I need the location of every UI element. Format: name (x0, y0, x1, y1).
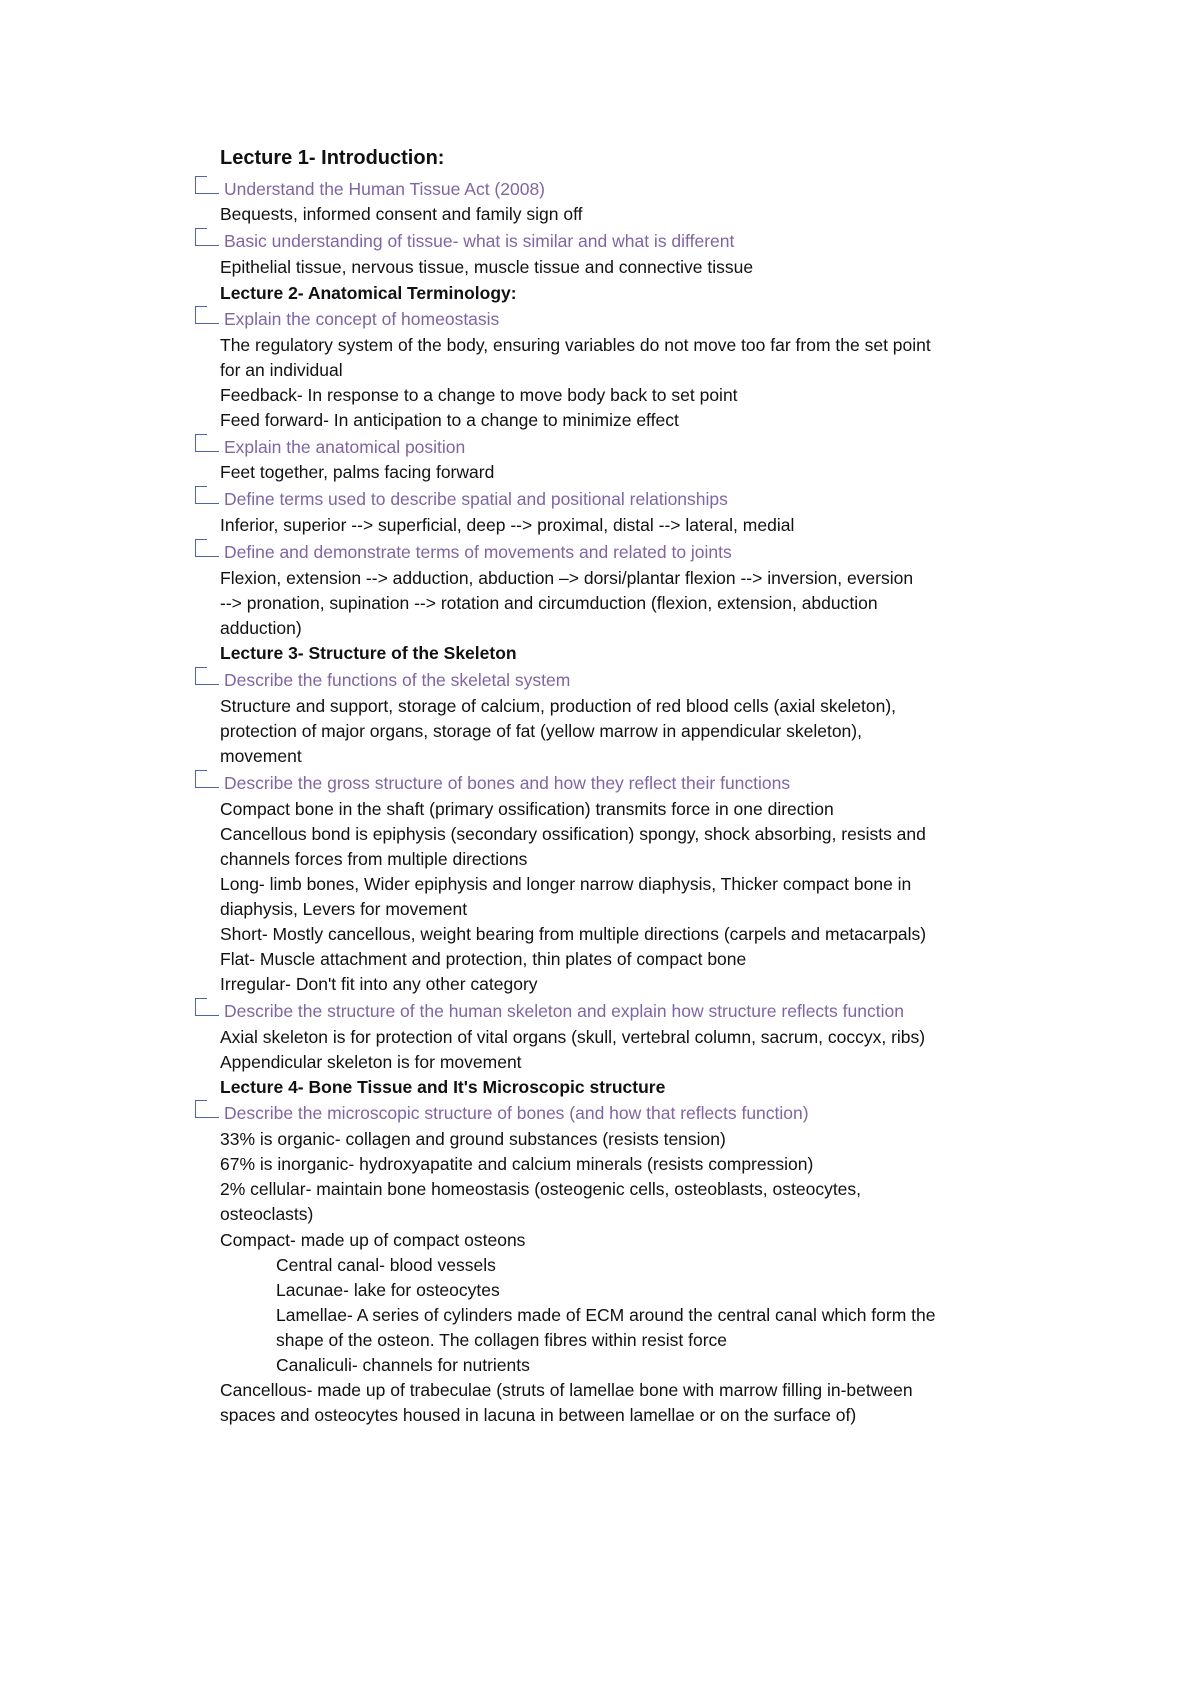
checkbox-icon[interactable] (195, 998, 219, 1016)
note-line: Inferior, superior --> superficial, deep --> proximal, distal --> lateral, medial (220, 515, 795, 535)
note-line: Compact bone in the shaft (primary ossification) transmits force in one direction (220, 799, 834, 819)
checkbox-icon[interactable] (195, 306, 219, 324)
note-line: spaces and osteocytes housed in lacuna in between lamellae or on the surface of) (220, 1405, 857, 1425)
learning-objective: Understand the Human Tissue Act (2008) (224, 179, 546, 199)
learning-objective: Define and demonstrate terms of movements and related to joints (224, 542, 732, 562)
checkbox-icon[interactable] (195, 486, 219, 504)
note-subline: Lacunae- lake for osteocytes (276, 1280, 500, 1300)
learning-objective: Describe the functions of the skeletal system (224, 670, 571, 690)
note-line: --> pronation, supination --> rotation and circumduction (flexion, extension, abduction (220, 593, 878, 613)
checkbox-icon[interactable] (195, 228, 219, 246)
note-line: Feet together, palms facing forward (220, 462, 495, 482)
checkbox-icon[interactable] (195, 539, 219, 557)
note-line: Cancellous bond is epiphysis (secondary ossification) spongy, shock absorbing, resists and (220, 824, 926, 844)
note-subline: shape of the osteon. The collagen fibres within resist force (276, 1330, 728, 1350)
note-line: Appendicular skeleton is for movement (220, 1052, 522, 1072)
note-line: movement (220, 746, 302, 766)
note-line: Cancellous- made up of trabeculae (struts of lamellae bone with marrow filling in-between (220, 1380, 913, 1400)
note-line: Short- Mostly cancellous, weight bearing from multiple directions (carpels and metacarpals) (220, 924, 927, 944)
note-line: Epithelial tissue, nervous tissue, muscle tissue and connective tissue (220, 257, 754, 277)
note-line: adduction) (220, 618, 302, 638)
note-line: 2% cellular- maintain bone homeostasis (osteogenic cells, osteoblasts, osteocytes, (220, 1179, 862, 1199)
note-line: for an individual (220, 360, 343, 380)
learning-objective: Explain the anatomical position (224, 437, 466, 457)
note-line: Structure and support, storage of calcium, production of red blood cells (axial skeleton), (220, 696, 897, 716)
note-subline: Canaliculi- channels for nutrients (276, 1355, 530, 1375)
note-line: Compact- made up of compact osteons (220, 1230, 526, 1250)
lecture-heading: Lecture 1- Introduction: (220, 147, 445, 169)
learning-objective: Define terms used to describe spatial and positional relationships (224, 489, 728, 509)
note-line: Feed forward- In anticipation to a change to minimize effect (220, 410, 679, 430)
note-line: Irregular- Don't fit into any other category (220, 974, 538, 994)
note-line: Flat- Muscle attachment and protection, thin plates of compact bone (220, 949, 747, 969)
note-subline: Lamellae- A series of cylinders made of ECM around the central canal which form the (276, 1305, 936, 1325)
checkbox-icon[interactable] (195, 770, 219, 788)
note-line: diaphysis, Levers for movement (220, 899, 468, 919)
note-line: Axial skeleton is for protection of vital organs (skull, vertebral column, sacrum, coccyx, ribs) (220, 1027, 926, 1047)
checkbox-icon[interactable] (195, 667, 219, 685)
note-line: Feedback- In response to a change to move body back to set point (220, 385, 738, 405)
note-line: The regulatory system of the body, ensuring variables do not move too far from the set point (220, 335, 931, 355)
learning-objective: Explain the concept of homeostasis (224, 309, 500, 329)
lecture-heading: Lecture 2- Anatomical Terminology: (220, 283, 517, 303)
learning-objective: Describe the gross structure of bones and how they reflect their functions (224, 773, 791, 793)
lecture-heading: Lecture 3- Structure of the Skeleton (220, 643, 517, 663)
checkbox-icon[interactable] (195, 434, 219, 452)
lecture-heading: Lecture 4- Bone Tissue and It's Microscopic structure (220, 1077, 666, 1097)
learning-objective: Describe the microscopic structure of bones (and how that reflects function) (224, 1103, 809, 1123)
note-subline: Central canal- blood vessels (276, 1255, 496, 1275)
learning-objective: Basic understanding of tissue- what is similar and what is different (224, 231, 735, 251)
note-line: Long- limb bones, Wider epiphysis and longer narrow diaphysis, Thicker compact bone in (220, 874, 912, 894)
note-line: 33% is organic- collagen and ground substances (resists tension) (220, 1129, 726, 1149)
note-line: osteoclasts) (220, 1204, 314, 1224)
learning-objective: Describe the structure of the human skeleton and explain how structure reflects function (224, 1001, 904, 1021)
checkbox-icon[interactable] (195, 176, 219, 194)
note-line: protection of major organs, storage of fat (yellow marrow in appendicular skeleton), (220, 721, 862, 741)
checkbox-icon[interactable] (195, 1100, 219, 1118)
note-line: Flexion, extension --> adduction, abduction –> dorsi/plantar flexion --> inversion, eversion (220, 568, 914, 588)
note-line: 67% is inorganic- hydroxyapatite and calcium minerals (resists compression) (220, 1154, 814, 1174)
note-line: Bequests, informed consent and family sign off (220, 204, 583, 224)
note-line: channels forces from multiple directions (220, 849, 528, 869)
